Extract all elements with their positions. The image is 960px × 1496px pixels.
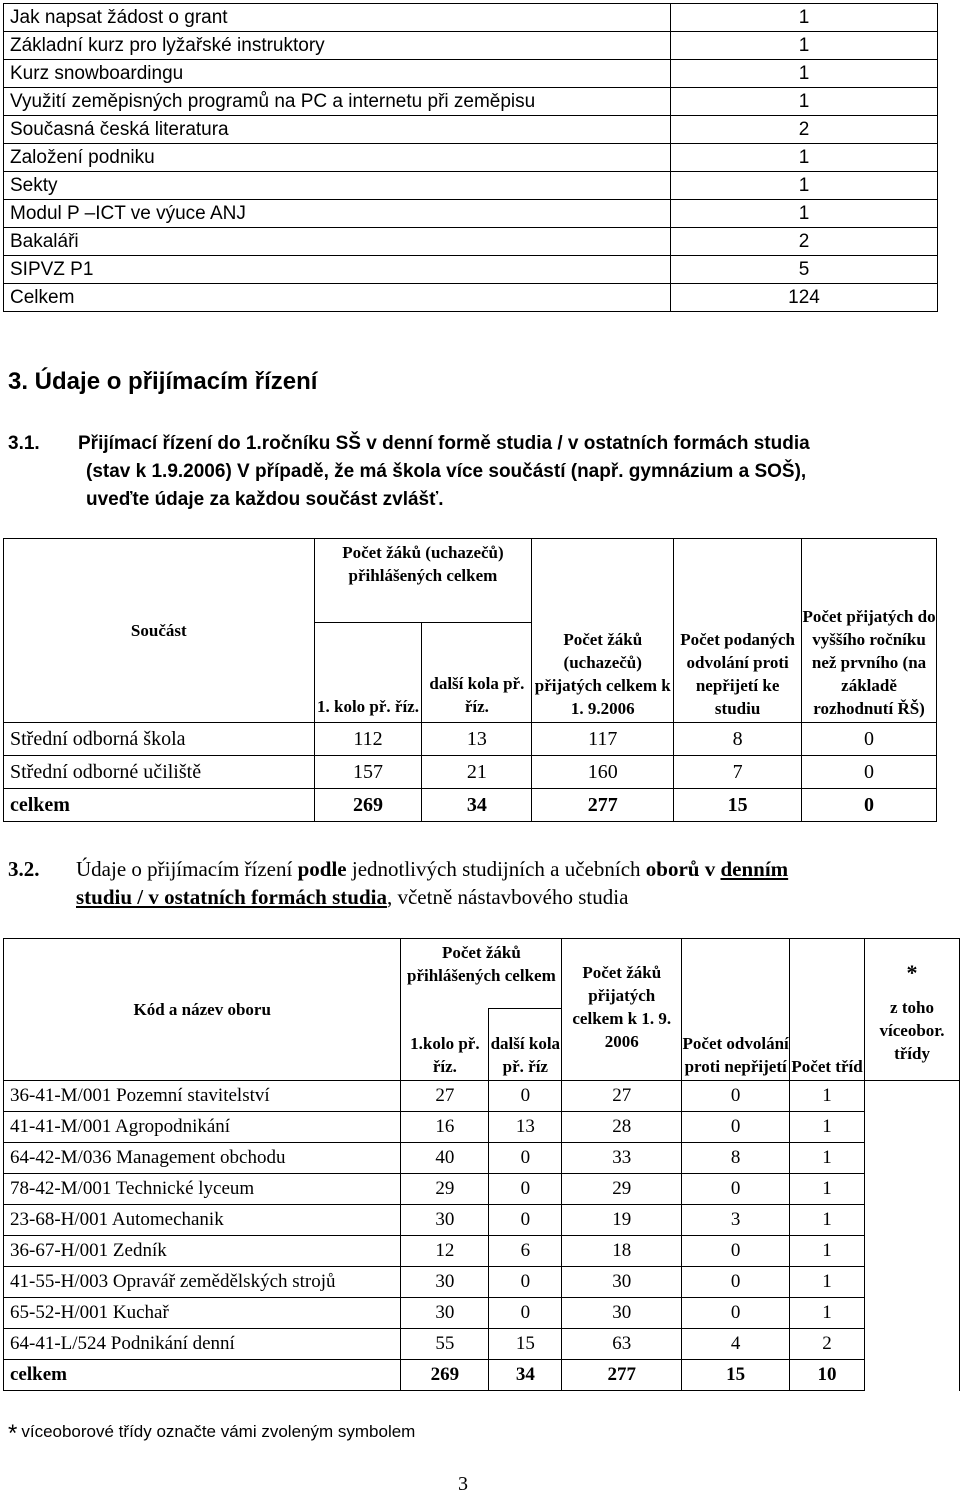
course-name: SIPVZ P1	[4, 256, 671, 284]
header-classes: Počet tříd	[790, 939, 865, 1081]
cell-app: 0	[682, 1174, 790, 1205]
course-count: 2	[671, 116, 938, 144]
cell-acc: 277	[532, 789, 674, 822]
course-name: Modul P –ICT ve výuce ANJ	[4, 200, 671, 228]
cell-name: 23-68-H/001 Automechanik	[4, 1205, 401, 1236]
header-round-1: 1.kolo př. říz.	[401, 1009, 489, 1081]
cell-name: celkem	[4, 1360, 401, 1391]
cell-cls: 1	[790, 1298, 865, 1329]
cell-cls: 1	[790, 1143, 865, 1174]
cell-name: Střední odborná škola	[4, 723, 315, 756]
cell-r1: 29	[401, 1174, 489, 1205]
table-row	[4, 1298, 960, 1329]
cell-acc: 27	[562, 1081, 682, 1112]
cell-r1: 12	[401, 1236, 489, 1267]
table-row	[4, 1205, 960, 1236]
course-name: Založení podniku	[4, 144, 671, 172]
header-appeals: Počet odvolání proti nepřijetí	[682, 939, 790, 1081]
cell-cls: 2	[790, 1329, 865, 1360]
cell-r1: 27	[401, 1081, 489, 1112]
section-3-2-bold-oboru: oborů v	[645, 857, 716, 881]
cell-acc: 29	[562, 1174, 682, 1205]
admission-by-part-table	[3, 538, 937, 822]
table-row	[4, 789, 937, 822]
table-row	[4, 1267, 960, 1298]
course-row	[4, 88, 938, 116]
cell-multi-field	[865, 1205, 960, 1236]
course-name: Využití zeměpisných programů na PC a internetu při zeměpisu	[4, 88, 671, 116]
table-row	[4, 1236, 960, 1267]
cell-acc: 30	[562, 1298, 682, 1329]
cell-acc: 33	[562, 1143, 682, 1174]
courses-table	[3, 3, 938, 312]
cell-r1: 40	[401, 1143, 489, 1174]
cell-r1: 55	[401, 1329, 489, 1360]
section-3-2-text: Údaje o přijímacím řízení	[76, 857, 298, 881]
cell-app: 0	[682, 1267, 790, 1298]
table-row	[4, 1081, 960, 1112]
cell-acc: 63	[562, 1329, 682, 1360]
cell-multi-field	[865, 1267, 960, 1298]
table-row	[4, 1174, 960, 1205]
course-row	[4, 4, 938, 32]
header-field-code: Kód a název oboru	[4, 939, 401, 1081]
cell-multi-field	[865, 1174, 960, 1205]
course-row	[4, 144, 938, 172]
header-star: *	[906, 960, 918, 985]
cell-r1: 30	[401, 1205, 489, 1236]
cell-app: 0	[682, 1298, 790, 1329]
section-3-1-line-3: uveďte údaje za každou součást zvlášť.	[86, 489, 444, 510]
section-3-2-study-forms: studiu / v ostatních formách studia	[76, 885, 387, 909]
course-name: Bakaláři	[4, 228, 671, 256]
cell-hi: 0	[802, 756, 937, 789]
cell-app: 0	[682, 1112, 790, 1143]
cell-multi-field	[865, 1143, 960, 1174]
course-count: 124	[671, 284, 938, 312]
admission-by-field-table	[3, 938, 960, 1391]
table-row	[4, 723, 937, 756]
cell-r1: 157	[314, 756, 422, 789]
course-row	[4, 172, 938, 200]
table-row	[4, 1329, 960, 1360]
cell-rn: 0	[489, 1081, 562, 1112]
cell-rn: 21	[422, 756, 532, 789]
cell-multi-field	[865, 1112, 960, 1143]
course-name: Současná česká literatura	[4, 116, 671, 144]
table-row	[4, 1143, 960, 1174]
footnote-star: *	[8, 1420, 18, 1447]
section-3-2-denni: denním	[720, 857, 789, 881]
cell-hi: 0	[802, 789, 937, 822]
cell-rn: 6	[489, 1236, 562, 1267]
cell-acc: 18	[562, 1236, 682, 1267]
cell-multi-field	[865, 1081, 960, 1112]
cell-name: 64-42-M/036 Management obchodu	[4, 1143, 401, 1174]
header-accepted: Počet žáků (uchazečů) přijatých celkem k 1. 9.2006	[532, 539, 674, 723]
cell-app: 8	[674, 723, 802, 756]
table-row	[4, 1360, 960, 1391]
cell-name: 36-41-M/001 Pozemní stavitelství	[4, 1081, 401, 1112]
header-appeals: Počet podaných odvolání proti nepřijetí ke studiu	[674, 539, 802, 723]
cell-rn: 0	[489, 1298, 562, 1329]
course-row	[4, 200, 938, 228]
course-count: 1	[671, 172, 938, 200]
course-count: 2	[671, 228, 938, 256]
section-3-heading: 3. Údaje o přijímacím řízení	[8, 368, 318, 395]
header-accepted: Počet žáků přijatých celkem k 1. 9. 2006	[562, 939, 682, 1081]
cell-cls: 10	[790, 1360, 865, 1391]
section-3-1-number: 3.1.	[8, 433, 40, 454]
cell-app: 15	[682, 1360, 790, 1391]
cell-app: 0	[682, 1081, 790, 1112]
cell-acc: 30	[562, 1267, 682, 1298]
cell-rn: 15	[489, 1329, 562, 1360]
course-row	[4, 116, 938, 144]
cell-hi: 0	[802, 723, 937, 756]
cell-acc: 117	[532, 723, 674, 756]
cell-name: 41-55-H/003 Opravář zemědělských strojů	[4, 1267, 401, 1298]
course-name: Sekty	[4, 172, 671, 200]
course-row	[4, 60, 938, 88]
cell-r1: 16	[401, 1112, 489, 1143]
course-row	[4, 32, 938, 60]
course-name: Jak napsat žádost o grant	[4, 4, 671, 32]
cell-r1: 30	[401, 1267, 489, 1298]
cell-app: 7	[674, 756, 802, 789]
course-count: 1	[671, 32, 938, 60]
header-next-rounds: další kola př. říz	[489, 1009, 562, 1081]
cell-app: 0	[682, 1236, 790, 1267]
cell-cls: 1	[790, 1267, 865, 1298]
course-count: 1	[671, 4, 938, 32]
page-number: 3	[458, 1473, 468, 1495]
cell-rn: 0	[489, 1143, 562, 1174]
cell-cls: 1	[790, 1205, 865, 1236]
course-count: 1	[671, 144, 938, 172]
cell-r1: 112	[314, 723, 422, 756]
table-row	[4, 756, 937, 789]
footnote	[8, 1420, 415, 1448]
cell-app: 15	[674, 789, 802, 822]
cell-cls: 1	[790, 1174, 865, 1205]
header-part: Součást	[4, 539, 315, 723]
cell-rn: 13	[422, 723, 532, 756]
cell-acc: 160	[532, 756, 674, 789]
cell-acc: 19	[562, 1205, 682, 1236]
cell-rn: 0	[489, 1267, 562, 1298]
header-applied: Počet žáků přihlášených celkem	[401, 939, 562, 1009]
course-name: Základní kurz pro lyžařské instruktory	[4, 32, 671, 60]
cell-r1: 30	[401, 1298, 489, 1329]
header-applied: Počet žáků (uchazečů) přihlášených celkem	[314, 539, 532, 623]
cell-app: 3	[682, 1205, 790, 1236]
course-count: 1	[671, 200, 938, 228]
section-3-1-line-1: Přijímací řízení do 1.ročníku SŠ v denní formě studia / v ostatních formách studia	[78, 433, 810, 454]
header-round-1: 1. kolo př. říz.	[314, 623, 422, 723]
cell-app: 4	[682, 1329, 790, 1360]
cell-multi-field	[865, 1298, 960, 1329]
cell-rn: 13	[489, 1112, 562, 1143]
cell-cls: 1	[790, 1112, 865, 1143]
cell-name: celkem	[4, 789, 315, 822]
cell-rn: 34	[422, 789, 532, 822]
header-next-rounds: další kola př. říz.	[422, 623, 532, 723]
cell-name: 64-41-L/524 Podnikání denní	[4, 1329, 401, 1360]
course-row	[4, 228, 938, 256]
header-multi-field	[865, 939, 960, 1081]
course-count: 1	[671, 88, 938, 116]
cell-rn: 0	[489, 1205, 562, 1236]
course-name: Celkem	[4, 284, 671, 312]
cell-name: 36-67-H/001 Zedník	[4, 1236, 401, 1267]
cell-multi-field	[865, 1329, 960, 1360]
course-count: 5	[671, 256, 938, 284]
cell-app: 8	[682, 1143, 790, 1174]
section-3-1-line-2: (stav k 1.9.2006) V případě, že má škola více součástí (např. gymnázium a SOŠ),	[86, 461, 807, 482]
table-row	[4, 1112, 960, 1143]
section-3-2-text-2: jednotlivých studijních a učebních	[346, 857, 646, 881]
cell-r1: 269	[314, 789, 422, 822]
cell-r1: 269	[401, 1360, 489, 1391]
course-row	[4, 284, 938, 312]
cell-name: 41-41-M/001 Agropodnikání	[4, 1112, 401, 1143]
course-row	[4, 256, 938, 284]
course-name: Kurz snowboardingu	[4, 60, 671, 88]
section-3-2-bold-podle: podle	[297, 857, 347, 881]
section-3-2-number: 3.2.	[8, 857, 40, 881]
footnote-text: víceoborové třídy označte vámi zvoleným symbolem	[21, 1422, 416, 1441]
cell-cls: 1	[790, 1081, 865, 1112]
cell-multi-field	[865, 1236, 960, 1267]
cell-name: 65-52-H/001 Kuchař	[4, 1298, 401, 1329]
header-multi-field-text: z toho víceobor. třídy	[879, 998, 945, 1063]
cell-acc: 28	[562, 1112, 682, 1143]
header-higher-grade: Počet přijatých do vyššího ročníku než prvního (na základě rozhodnutí ŘŠ)	[802, 539, 937, 723]
cell-cls: 1	[790, 1236, 865, 1267]
cell-rn: 0	[489, 1174, 562, 1205]
section-3-2-text-3: , včetně nástavbového studia	[386, 885, 629, 909]
course-count: 1	[671, 60, 938, 88]
cell-rn: 34	[489, 1360, 562, 1391]
cell-multi-field	[865, 1360, 960, 1391]
cell-acc: 277	[562, 1360, 682, 1391]
cell-name: 78-42-M/001 Technické lyceum	[4, 1174, 401, 1205]
cell-name: Střední odborné učiliště	[4, 756, 315, 789]
